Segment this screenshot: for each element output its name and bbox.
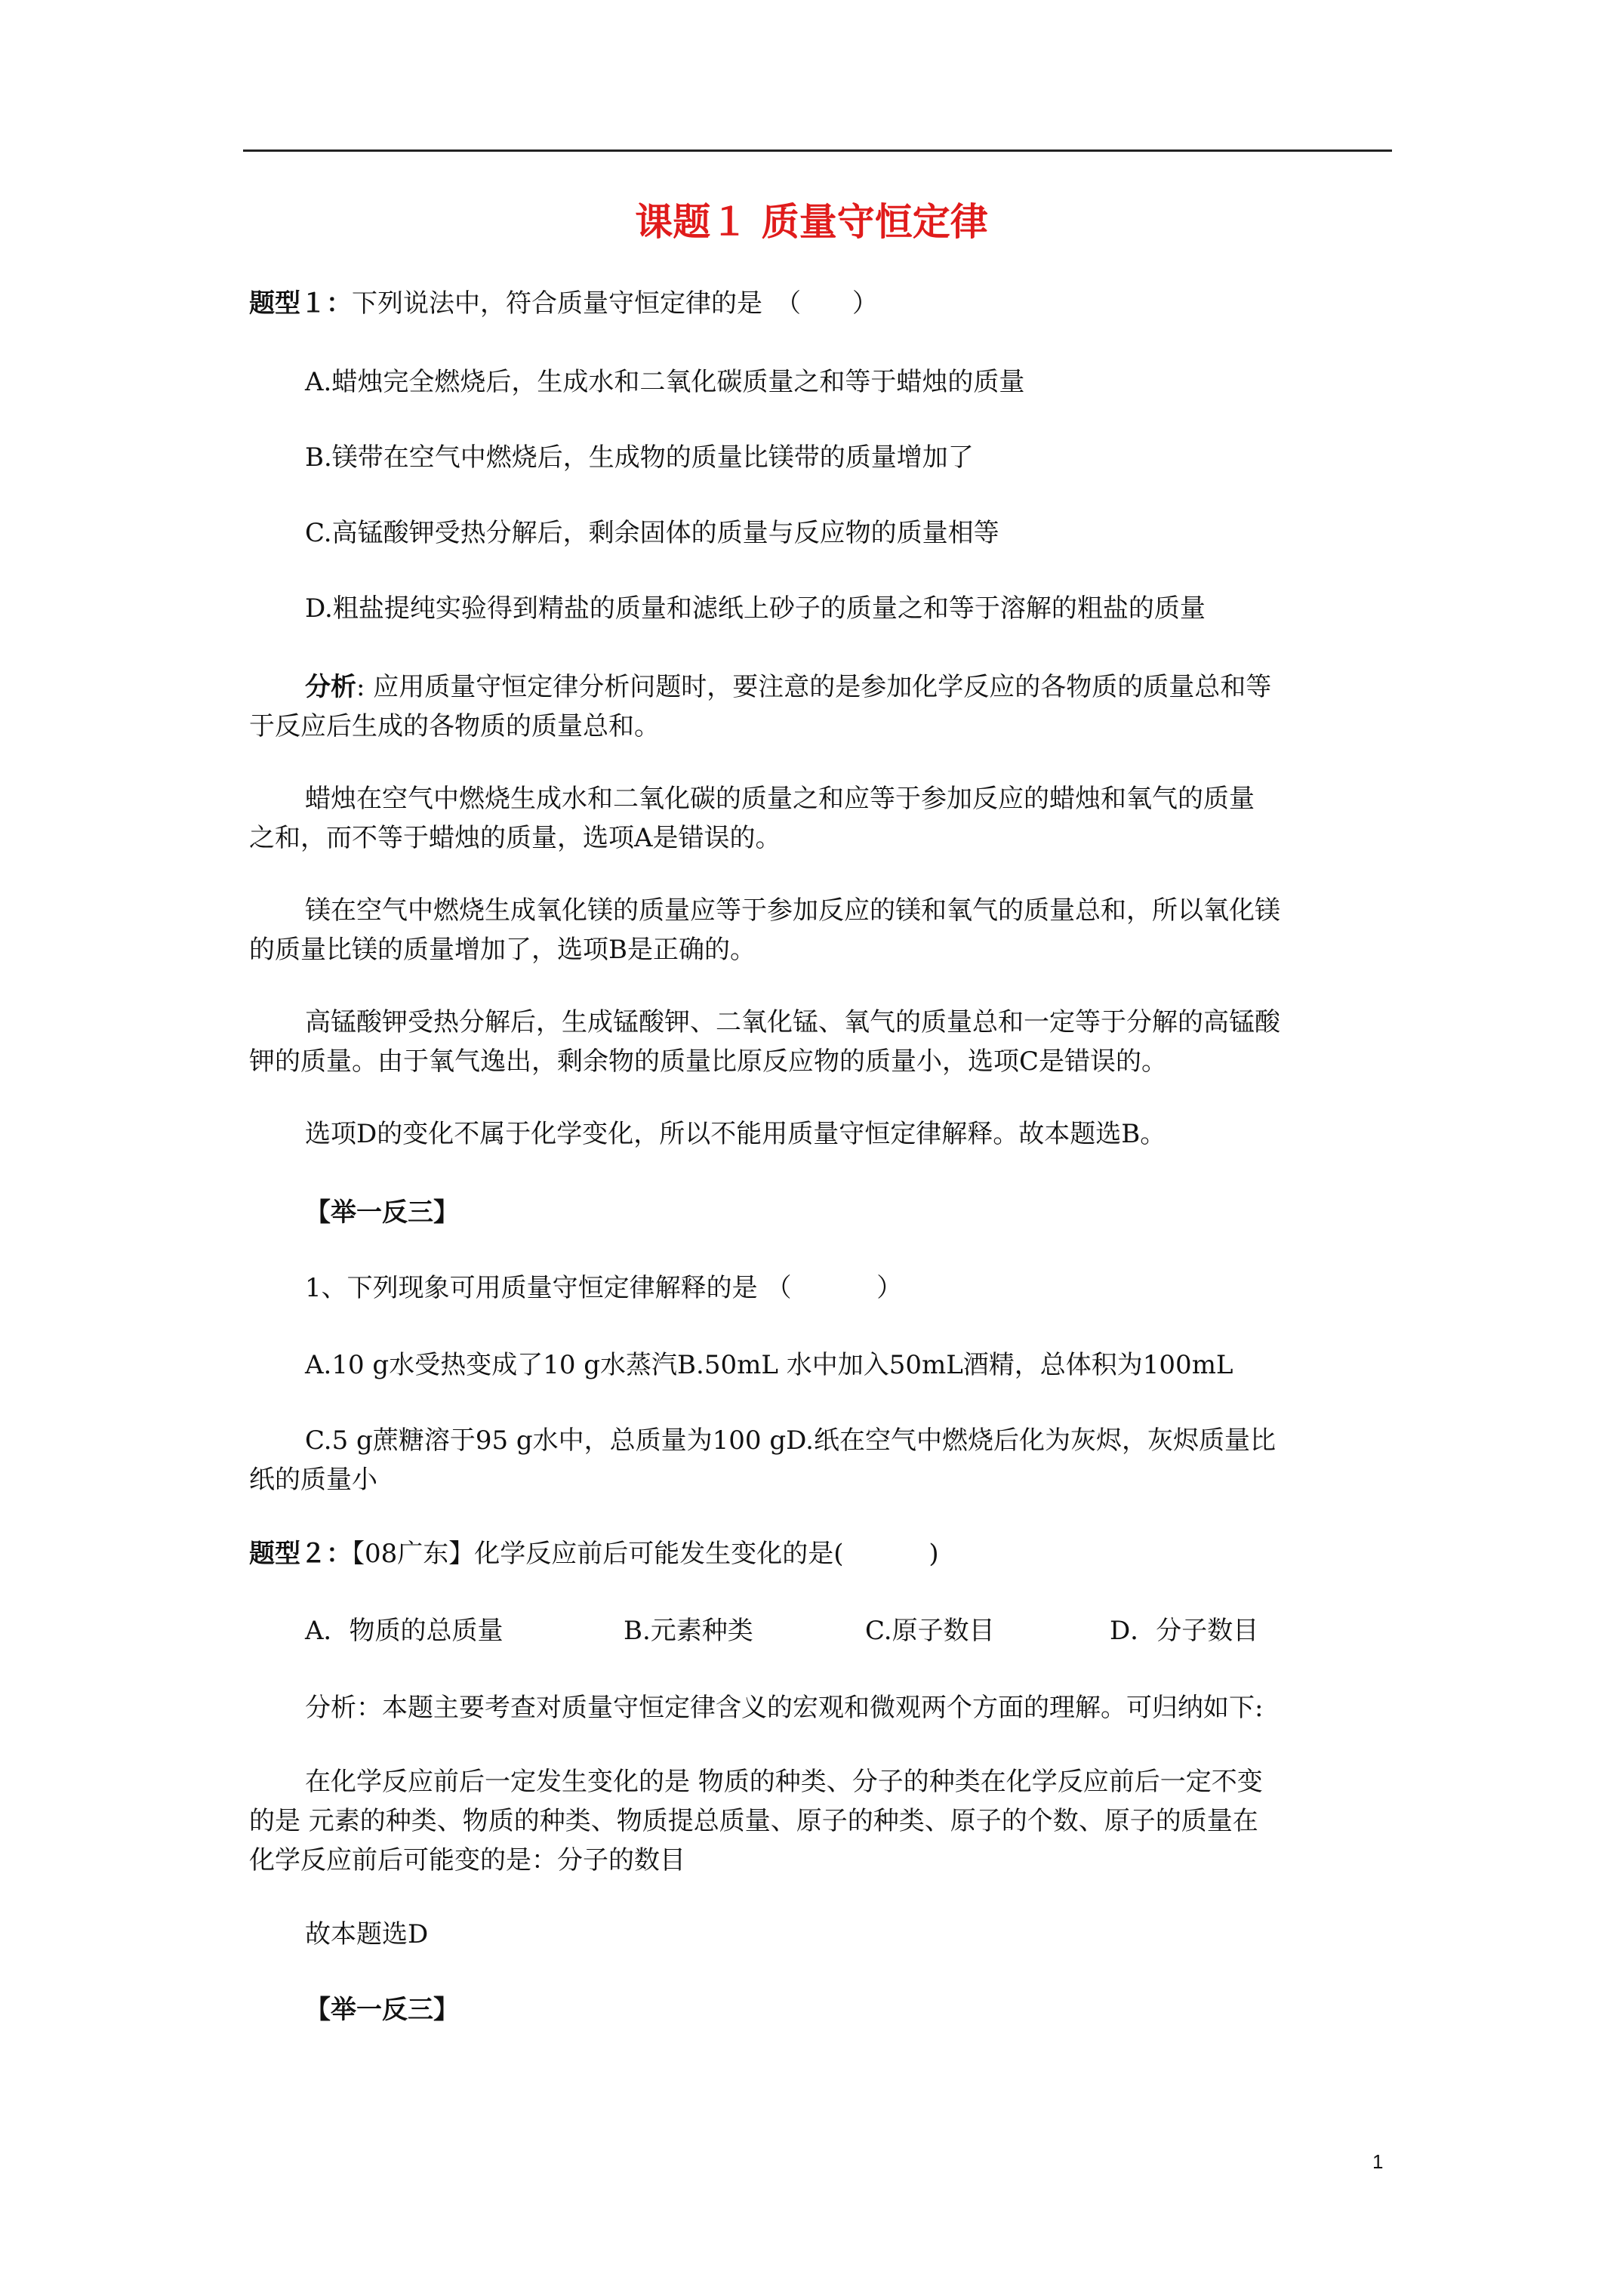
practice-1-options-line-2: C.5 g蔗糖溶于95 g水中，总质量为100 gD.纸在空气中燃烧后化为灰烬，灰烬质量比 (305, 1425, 1276, 1456)
analysis-2-conclusion: 故本题选D (305, 1919, 429, 1949)
analysis-1-para-1: 分析: 应用质量守恒定律分析问题时，要注意的是参加化学反应的各物质的质量总和等 (305, 672, 1272, 702)
analysis-1-para-4: 高锰酸钾受热分解后，生成锰酸钾、二氧化锰、氧气的质量总和一定等于分解的高锰酸 (305, 1007, 1280, 1037)
question-1-label: 题型１： (249, 288, 352, 319)
question-2-option-c: C.原子数目 (865, 1616, 995, 1646)
practice-1-options-line-1: A.10 g水受热变成了10 g水蒸汽B.50mL 水中加入50mL酒精，总体积为100mL (305, 1350, 1233, 1380)
question-2-option-a: A．物质的总质量 (305, 1616, 504, 1646)
analysis-1-para-4-cont: 钾的质量。由于氧气逸出，剩余物的质量比原反应物的质量小，选项C是错误的。 (249, 1046, 1168, 1077)
question-1-option-b: B.镁带在空气中燃烧后，生成物的质量比镁带的质量增加了 (305, 442, 974, 473)
header-rule (243, 149, 1392, 152)
analysis-2-para-2-line-1: 在化学反应前后一定发生变化的是 物质的种类、分子的种类在化学反应前后一定不变 (305, 1767, 1263, 1797)
question-1-stem: 下列说法中，符合质量守恒定律的是 （ ） (352, 288, 878, 319)
analysis-1-para-3: 镁在空气中燃烧生成氧化镁的质量应等于参加反应的镁和氧气的质量总和，所以氧化镁 (305, 895, 1280, 926)
practice-1-options-line-3: 纸的质量小 (249, 1465, 377, 1495)
question-1-option-c: C.高锰酸钾受热分解后，剩余固体的质量与反应物的质量相等 (305, 518, 999, 548)
practice-1-stem: 1、下列现象可用质量守恒定律解释的是 （ ） (305, 1273, 903, 1303)
question-2 (249, 1537, 939, 1570)
question-2-option-d: D．分子数目 (1110, 1616, 1259, 1646)
question-1-option-d: D.粗盐提纯实验得到精盐的质量和滤纸上砂子的质量之和等于溶解的粗盐的质量 (305, 593, 1206, 624)
analysis-1-para-5: 选项D的变化不属于化学变化，所以不能用质量守恒定律解释。故本题选B。 (305, 1119, 1166, 1149)
practice-1-heading: 【举一反三】 (305, 1197, 459, 1228)
analysis-1-para-2-cont: 之和，而不等于蜡烛的质量，选项A是错误的。 (249, 823, 781, 853)
page-title: 课题１ 质量守恒定律 (635, 199, 988, 244)
analysis-1-label: 分析 (305, 672, 356, 702)
analysis-2-para-2-line-2: 的是 元素的种类、物质的种类、物质提总质量、原子的种类、原子的个数、原子的质量在 (249, 1806, 1258, 1836)
practice-2-heading: 【举一反三】 (305, 1995, 459, 2025)
question-2-label: 题型２： (249, 1539, 352, 1569)
question-1-option-a: A.蜡烛完全燃烧后，生成水和二氧化碳质量之和等于蜡烛的质量 (305, 367, 1025, 397)
analysis-1-para-2: 蜡烛在空气中燃烧生成水和二氧化碳的质量之和应等于参加反应的蜡烛和氧气的质量 (305, 784, 1255, 814)
question-2-option-b: B.元素种类 (624, 1616, 753, 1646)
analysis-1-para-1-cont: 于反应后生成的各物质的质量总和。 (249, 711, 660, 741)
page-number: 1 (1372, 2150, 1384, 2173)
question-1 (249, 287, 878, 320)
question-2-stem: 【08广东】化学反应前后可能发生变化的是( ) (352, 1539, 939, 1569)
analysis-1-para-3-cont: 的质量比镁的质量增加了，选项B是正确的。 (249, 935, 756, 965)
analysis-2-para-2-line-3: 化学反应前后可能变的是：分子的数目 (249, 1845, 685, 1875)
analysis-2-para-1: 分析：本题主要考查对质量守恒定律含义的宏观和微观两个方面的理解。可归纳如下: (305, 1693, 1264, 1723)
